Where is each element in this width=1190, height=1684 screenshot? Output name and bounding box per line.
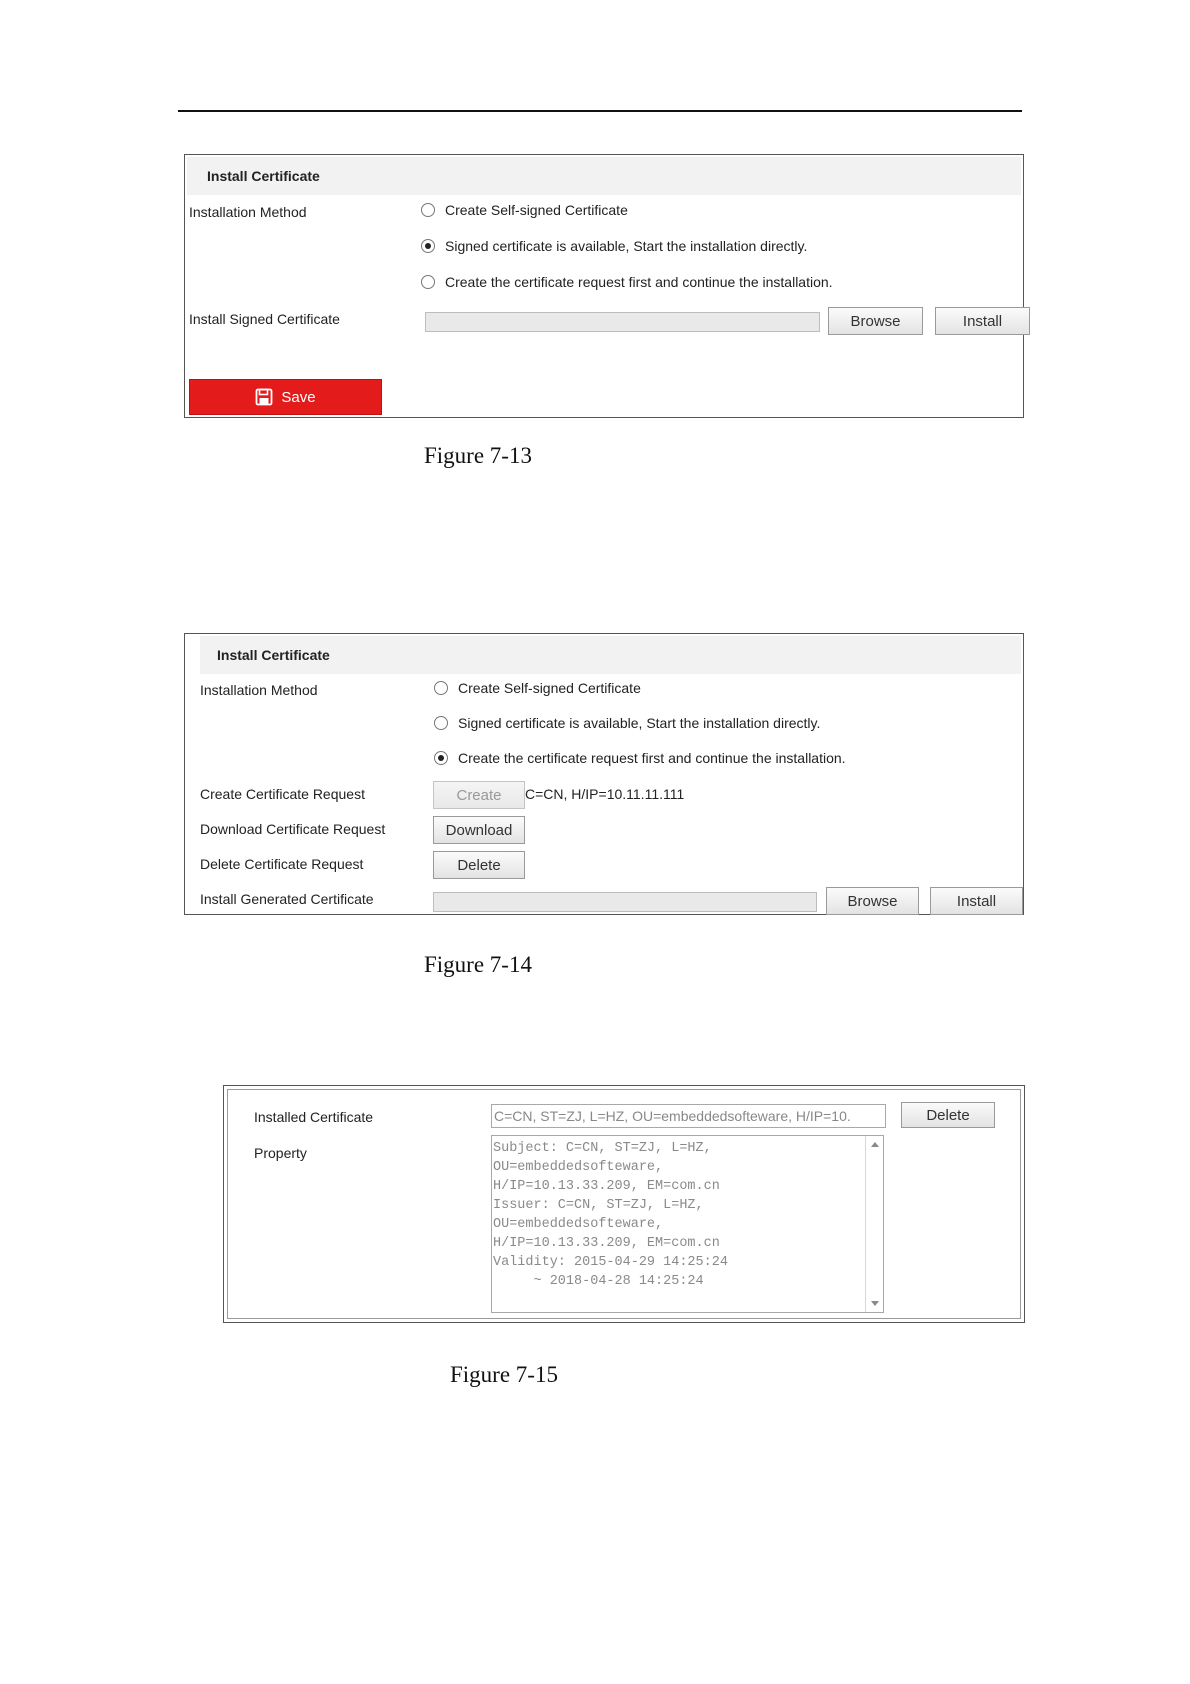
scrollbar[interactable] xyxy=(865,1136,883,1312)
delete-button[interactable]: Delete xyxy=(433,851,525,879)
save-button[interactable] xyxy=(189,379,382,415)
radio-selected-icon[interactable] xyxy=(434,751,448,765)
figure-caption-14: Figure 7-14 xyxy=(424,952,532,977)
scroll-up-icon[interactable] xyxy=(871,1142,879,1147)
page-top-rule xyxy=(178,110,1022,112)
figure-caption-13: Figure 7-13 xyxy=(424,443,532,468)
property-textarea[interactable] xyxy=(491,1135,884,1313)
option-label: Create the certificate request first and continue the installation. xyxy=(458,750,846,766)
figure-caption-15: Figure 7-15 xyxy=(450,1362,558,1387)
create-certificate-request-label: Create Certificate Request xyxy=(200,786,365,802)
option-label: Create Self-signed Certificate xyxy=(445,202,628,218)
option-label: Create the certificate request first and continue the installation. xyxy=(445,274,833,290)
option-signed-available[interactable] xyxy=(421,238,807,254)
scroll-down-icon[interactable] xyxy=(871,1301,879,1306)
file-path-field[interactable] xyxy=(433,892,817,912)
property-label: Property xyxy=(254,1145,307,1161)
option-self-signed[interactable] xyxy=(421,202,628,218)
radio-icon[interactable] xyxy=(434,681,448,695)
install-certificate-panel-fig13 xyxy=(184,154,1024,418)
create-button[interactable]: Create xyxy=(433,781,525,809)
option-create-request[interactable] xyxy=(434,750,846,766)
install-button[interactable]: Install xyxy=(930,887,1023,915)
browse-button[interactable]: Browse xyxy=(826,887,919,915)
property-text: Subject: C=CN, ST=ZJ, L=HZ, OU=embeddedsofteware, H/IP=10.13.33.209, EM=com.cn Issuer: C=CN, ST=ZJ, L=HZ, OU=embeddedsofteware, H/IP=10.13.33.209, EM=com.cn Validity: 2015-04-29 14:25:24 ~ 2018-04-28 14:25:24 xyxy=(493,1141,728,1289)
install-signed-certificate-label: Install Signed Certificate xyxy=(189,311,340,327)
option-signed-available[interactable] xyxy=(434,715,820,731)
panel-header: Install Certificate xyxy=(200,636,1021,674)
option-label: Signed certificate is available, Start the installation directly. xyxy=(445,238,808,254)
radio-icon[interactable] xyxy=(421,203,435,217)
save-icon xyxy=(255,388,273,406)
radio-icon[interactable] xyxy=(434,716,448,730)
save-label: Save xyxy=(281,388,316,406)
browse-button[interactable]: Browse xyxy=(828,307,923,335)
option-label: Signed certificate is available, Start the installation directly. xyxy=(458,715,821,731)
radio-icon[interactable] xyxy=(421,275,435,289)
option-self-signed[interactable] xyxy=(434,680,641,696)
download-button[interactable]: Download xyxy=(433,816,525,844)
create-request-value: C=CN, H/IP=10.11.11.111 xyxy=(525,786,685,802)
option-create-request[interactable] xyxy=(421,274,833,290)
panel-inner-border xyxy=(227,1089,1021,1319)
radio-selected-icon[interactable] xyxy=(421,239,435,253)
install-generated-certificate-label: Install Generated Certificate xyxy=(200,891,374,907)
installed-certificate-field[interactable]: C=CN, ST=ZJ, L=HZ, OU=embeddedsofteware, H/IP=10. xyxy=(491,1104,886,1128)
option-label: Create Self-signed Certificate xyxy=(458,680,641,696)
delete-button[interactable]: Delete xyxy=(901,1102,995,1128)
file-path-field[interactable] xyxy=(425,312,820,332)
install-certificate-panel-fig14 xyxy=(184,633,1024,915)
download-certificate-request-label: Download Certificate Request xyxy=(200,821,386,837)
installed-certificate-panel xyxy=(223,1085,1025,1323)
installation-method-label: Installation Method xyxy=(200,682,318,698)
panel-header: Install Certificate xyxy=(187,157,1021,195)
installation-method-label: Installation Method xyxy=(189,204,307,220)
installed-certificate-label: Installed Certificate xyxy=(254,1109,374,1125)
install-button[interactable]: Install xyxy=(935,307,1030,335)
delete-certificate-request-label: Delete Certificate Request xyxy=(200,856,364,872)
